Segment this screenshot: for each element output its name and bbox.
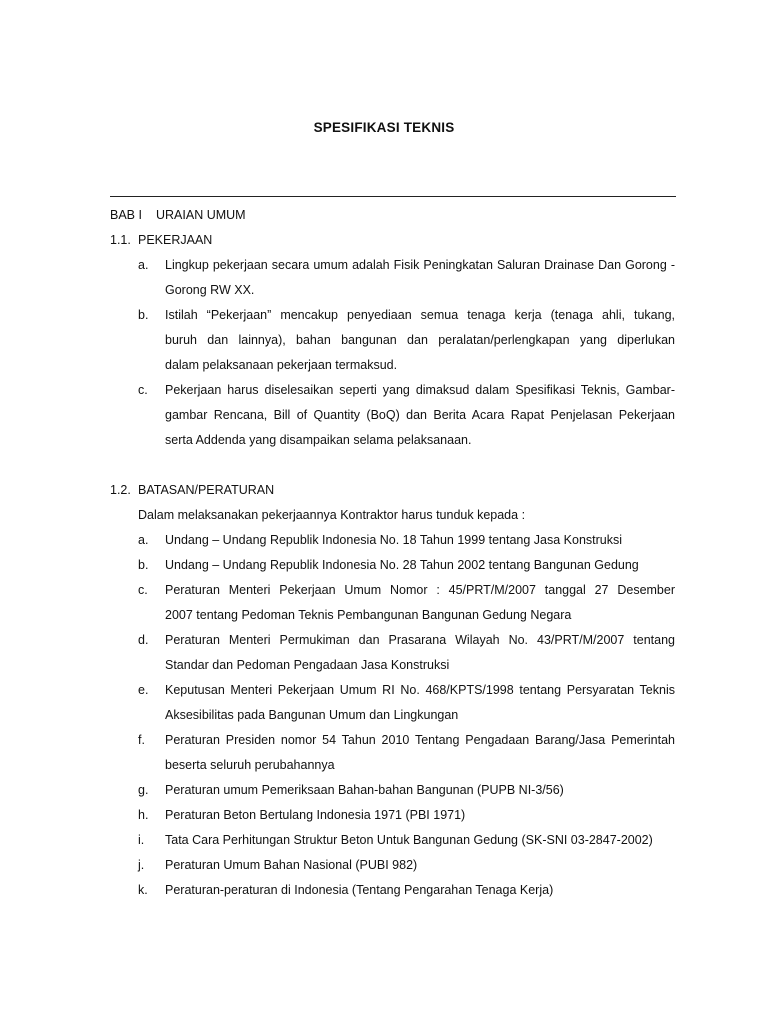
section-2-title: BATASAN/PERATURAN xyxy=(138,483,275,497)
list-item-line: Standar dan Pedoman Pengadaan Jasa Konstruksi xyxy=(165,658,450,672)
list-marker: g. xyxy=(138,783,149,797)
list-marker: b. xyxy=(138,308,149,322)
section-2-number: 1.2. xyxy=(110,483,131,497)
chapter-title: URAIAN UMUM xyxy=(156,208,246,222)
list-item-line: Peraturan Beton Bertulang Indonesia 1971 (PBI 1971) xyxy=(165,808,466,822)
list-item-line: gambar Rencana, Bill of Quantity (BoQ) dan Berita Acara Rapat Penjelasan Pekerjaan xyxy=(165,408,675,422)
list-item-line: Undang – Undang Republik Indonesia No. 28 Tahun 2002 tentang Bangunan Gedung xyxy=(165,558,639,572)
list-marker: c. xyxy=(138,583,148,597)
list-marker: j. xyxy=(138,858,145,872)
list-marker: e. xyxy=(138,683,149,697)
list-item-line: Gorong RW XX. xyxy=(165,283,255,297)
list-marker: h. xyxy=(138,808,149,822)
list-item-line: Pekerjaan harus diselesaikan seperti yang dimaksud dalam Spesifikasi Teknis, Gambar- xyxy=(165,383,675,397)
list-marker: k. xyxy=(138,883,148,897)
list-item-line: Aksesibilitas pada Bangunan Umum dan Lingkungan xyxy=(165,708,459,722)
list-item-line: serta Addenda yang disampaikan selama pelaksanaan. xyxy=(165,433,472,447)
list-item-line: Peraturan Presiden nomor 54 Tahun 2010 Tentang Pengadaan Barang/Jasa Pemerintah xyxy=(165,733,675,747)
list-item-line: dalam pelaksanaan pekerjaan termaksud. xyxy=(165,358,398,372)
list-item-line: Keputusan Menteri Pekerjaan Umum RI No. 468/KPTS/1998 tentang Persyaratan Teknis xyxy=(165,683,675,697)
list-marker: b. xyxy=(138,558,149,572)
section-1-number: 1.1. xyxy=(110,233,131,247)
list-item-line: Peraturan umum Pemeriksaan Bahan-bahan Bangunan (PUPB NI-3/56) xyxy=(165,783,564,797)
horizontal-rule xyxy=(110,196,676,197)
document-title: SPESIFIKASI TEKNIS xyxy=(313,120,455,135)
list-item-line: Peraturan Menteri Permukiman dan Prasarana Wilayah No. 43/PRT/M/2007 tentang xyxy=(165,633,675,647)
section-2-intro: Dalam melaksanakan pekerjaannya Kontraktor harus tunduk kepada : xyxy=(138,508,526,522)
list-item-line: Lingkup pekerjaan secara umum adalah Fisik Peningkatan Saluran Drainase Dan Gorong - xyxy=(165,258,675,272)
list-item-line: Istilah “Pekerjaan” mencakup penyediaan semua tenaga kerja (tenaga ahli, tukang, xyxy=(165,308,675,322)
list-item-line: Undang – Undang Republik Indonesia No. 18 Tahun 1999 tentang Jasa Konstruksi xyxy=(165,533,623,547)
list-marker: a. xyxy=(138,533,149,547)
list-item-line: Peraturan Menteri Pekerjaan Umum Nomor : 45/PRT/M/2007 tanggal 27 Desember xyxy=(165,583,675,597)
list-marker: i. xyxy=(138,833,145,847)
list-item-line: Peraturan-peraturan di Indonesia (Tentang Pengarahan Tenaga Kerja) xyxy=(165,883,554,897)
list-item-line: beserta seluruh perubahannya xyxy=(165,758,335,772)
list-item-line: buruh dan lainnya), bahan bangunan dan peralatan/perlengkapan yang diperlukan xyxy=(165,333,675,347)
list-marker: f. xyxy=(138,733,145,747)
section-1-title: PEKERJAAN xyxy=(138,233,213,247)
list-marker: d. xyxy=(138,633,149,647)
list-item-line: 2007 tentang Pedoman Teknis Pembangunan Bangunan Gedung Negara xyxy=(165,608,572,622)
list-marker: c. xyxy=(138,383,148,397)
list-item-line: Peraturan Umum Bahan Nasional (PUBI 982) xyxy=(165,858,418,872)
list-marker: a. xyxy=(138,258,149,272)
chapter-number: BAB I xyxy=(110,208,142,222)
list-item-line: Tata Cara Perhitungan Struktur Beton Untuk Bangunan Gedung (SK-SNI 03-2847-2002) xyxy=(165,833,653,847)
